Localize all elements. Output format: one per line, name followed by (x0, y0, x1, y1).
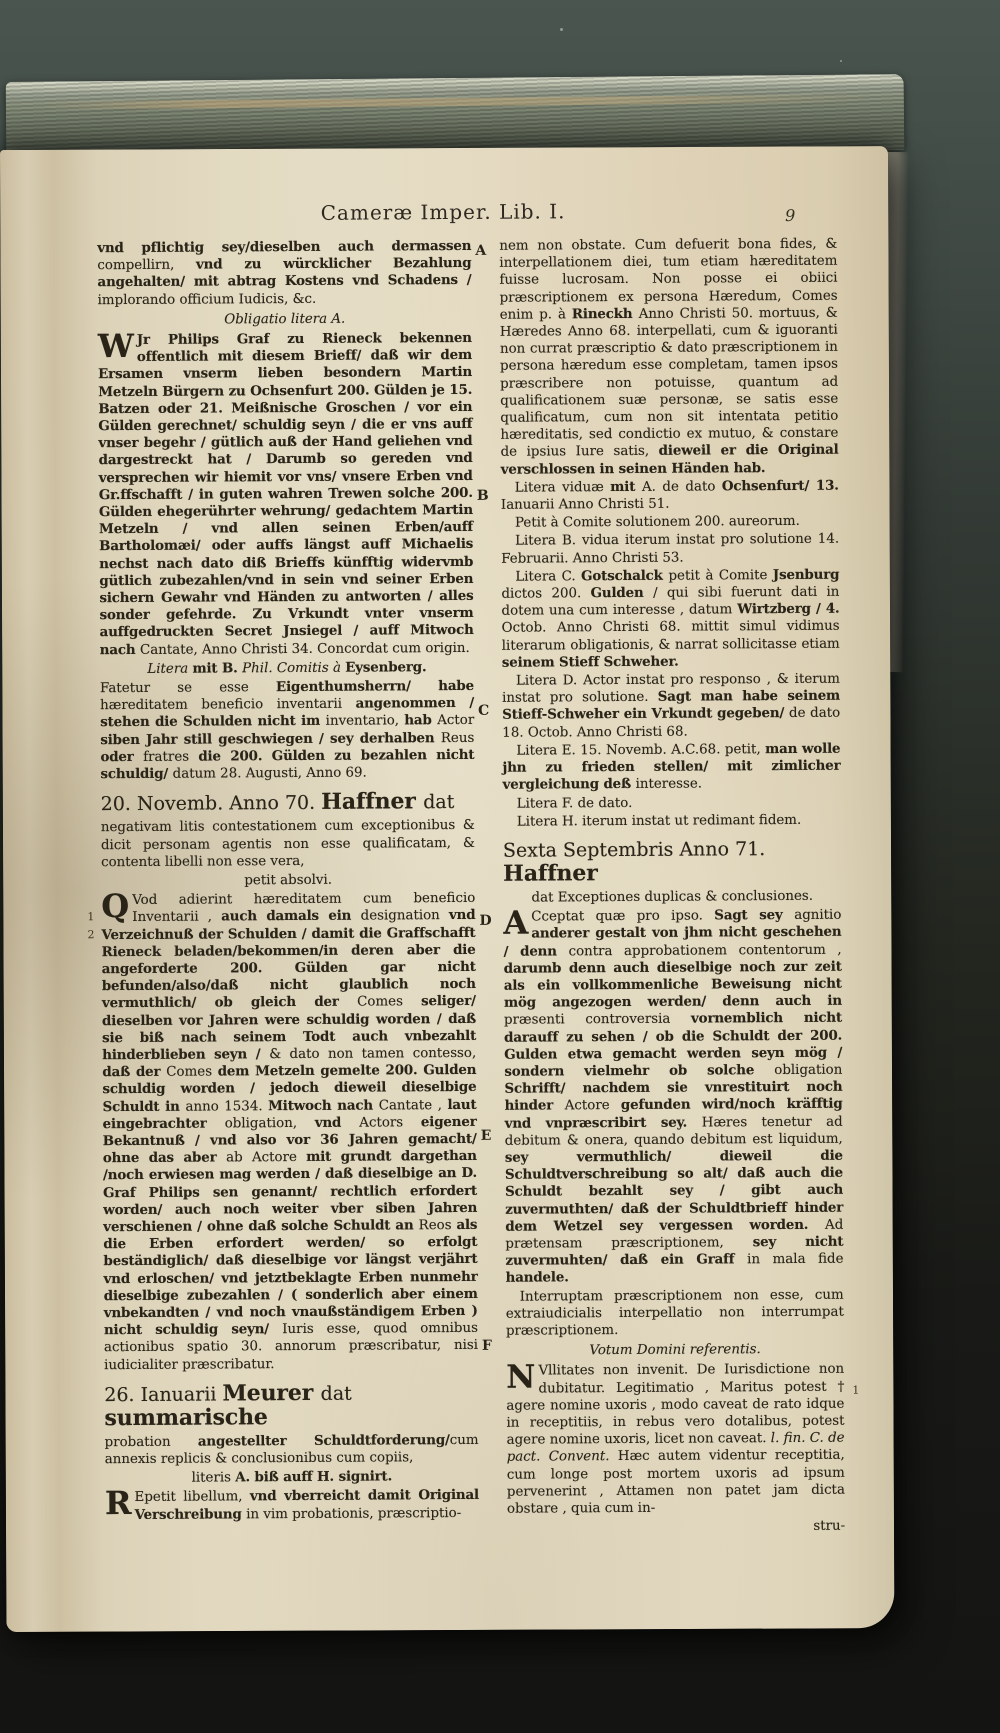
text-run: Actor (437, 713, 475, 729)
gutter-letter: D (479, 912, 492, 929)
drop-cap-initial: N (506, 1357, 536, 1397)
paragraph (503, 888, 841, 907)
text-run: 26. Ianuarii (104, 1383, 223, 1406)
paragraph (506, 1357, 845, 1518)
text-run: Epetit libellum, (134, 1489, 251, 1506)
text-run: / qui sibi fuerunt dati in dotem una cum interesse , datum (501, 584, 840, 619)
text-run: auch damals ein (221, 907, 361, 925)
text-run: vnd (314, 1114, 360, 1131)
text-run: l. fin. C. de pact. Convent. (506, 1430, 845, 1466)
paragraph (101, 817, 475, 871)
text-run: Litera B. vidua iterum instat pro solutione 14. Februarii. Anno Christi 53. (501, 532, 840, 567)
page-edge-streak (42, 94, 868, 109)
paragraph (100, 678, 475, 784)
paragraph (502, 671, 840, 742)
text-run: Litera H. iterum instat ut redimant fidem. (516, 812, 802, 830)
text-run: Rineckh (571, 305, 639, 323)
text-run: summarische (104, 1403, 268, 1431)
text-run: dem Metzeln gemelte 200. Gulden schuldig worden / jedoch dieweil dieselbige Schuldt in (102, 1062, 477, 1115)
drop-cap-initial: R (104, 1484, 132, 1523)
text-run: hab (404, 712, 438, 729)
text-run: implorando officium Iudicis, &c. (97, 291, 317, 308)
paragraph (501, 478, 839, 514)
text-run: Eysenberg. (345, 659, 427, 676)
paragraph (503, 903, 844, 1288)
text-run: literis (191, 1470, 236, 1486)
text-run: Schrifft/ nachdem sie vnrestituirt noch hinder (504, 1078, 843, 1115)
text-run: 20. Novemb. Anno 70. (100, 792, 322, 816)
text-run: vnd Verzeichnuß der Schulden / damit die Graffschafft Rieneck beladen/bekommen/in deren aber die angeforderte 200. Gülden gar nicht befunden/also/daß nicht glaublich noch vermuthlich/ ob gleich der (101, 907, 476, 1012)
text-run: negativam litis contestationem cum exceptionibus & dicit personam agentis non esse qualificatam, & contenta libelli non esse vera, (100, 818, 475, 870)
text-run: gefunden wird/noch kräfftig vnd vnpræscribirt sey. (504, 1095, 843, 1132)
paragraph (105, 1468, 479, 1487)
text-run: dat Exceptiones duplicas & conclusiones. (531, 888, 814, 906)
text-run: angestellter Schuldtforderung/ (197, 1431, 450, 1450)
text-run: & dato non tamen contesso, (269, 1045, 477, 1063)
paragraph (503, 793, 841, 812)
text-run: Votum Domini referentis. (589, 1342, 761, 1359)
text-run: obligation, (224, 1115, 315, 1132)
text-run: Litera F. de dato. (516, 795, 633, 812)
section-heading (503, 838, 841, 887)
text-run: inventario, (325, 713, 405, 730)
text-run: Ochsenfurt/ 13. (721, 477, 839, 495)
text-run: dictos 200. (501, 586, 591, 602)
text-run: Cantate , (378, 1097, 448, 1114)
paragraph (105, 1432, 479, 1469)
running-head: Cameræ Imper. Lib. I. (320, 199, 566, 225)
text-run: Litera E. 15. Novemb. A.C.68. petit, (516, 742, 766, 759)
drop-cap-initial: W (97, 326, 134, 366)
text-run: eigener Bekantnuß / vnd also vor 36 Jahren gemacht/ ohne das aber (102, 1113, 477, 1167)
text-run: interesse. (635, 776, 703, 793)
text-run: Comes (357, 994, 422, 1010)
text-run: A. de dato (641, 479, 722, 495)
text-run: dat (423, 791, 455, 814)
paragraph (502, 741, 840, 795)
section-heading (101, 790, 475, 816)
paragraph (97, 238, 471, 309)
text-run: Vod adierint hæreditatem cum beneficio Inventarii , (132, 890, 476, 926)
text-run: Iuris esse, quod omnibus actionibus spatio 30. annorum præscribatur, nisi iudicialiter præscribatur. (103, 1321, 479, 1373)
text-run: Sexta Septembris Anno 71. (502, 838, 766, 862)
text-run: darumb denn auch dieselbige noch zur zeit als ein vollkommenliche Beweisung nicht mög angezogen werden/ denn auch in (503, 958, 842, 1011)
text-run: sey nicht zuvermuhten/ daß ein Graff (505, 1233, 844, 1269)
paragraph (101, 871, 475, 890)
dust-speck (560, 28, 563, 31)
text-run: A. biß auff H. signirt. (235, 1468, 393, 1486)
text-run: cum annexis replicis & conclusionibus cum copiis, (104, 1432, 479, 1468)
text-run: Hæc autem videntur receptitia, cum longe post mortem uxoris ad ipsum pervenerint , Attamen non patet jam dicta obstare , quia cum in- (506, 1448, 845, 1517)
gutter-letter: C (478, 702, 490, 719)
text-run: in mala fide (747, 1251, 844, 1268)
gutter-letter: B (476, 487, 489, 504)
right-margin-note: 1 (852, 1383, 860, 1397)
text-run: præsenti controversia (503, 1011, 692, 1029)
text-run: vnd zu würcklicher Bezahlung angehalten/ mit abtrag Kostens vnd Schadens / (97, 255, 472, 291)
paragraph (501, 513, 839, 532)
text-run: vornemblich nicht darauff zu sehen / ob die Schuldt der 200. Gulden etwa gemacht werden seyn mög / sondern vielmehr ob solche (504, 1009, 843, 1080)
text-run: Anno Christi 50. mortuus, & Hæredes Anno 68. interpellati, cum & iguoranti non currat præscriptio & dato præscriptionem in persona hæredum esse completam, tamen ipsos præscribere non potuisse, quantum ad qualificationem suæ personæ, se satis esse qualificatum, cum non sit intentata petitio hæreditatis, sed condictio ex mutuo, & constare de ipsius Iure satis, (499, 305, 839, 461)
text-run: Interruptam præscriptionem non esse, cum extraiudicialis interpellatio non interrumpat præscriptionem. (505, 1287, 844, 1339)
text-run: Vllitates non invenit. De Iurisdictione non dubitatur. Legitimatio , Maritus potest † agere nomine uxoris , modo caveat de rato idque in receptitiis, in rebus vero dotalibus, potest agere nomine uxoris, licet non caveat. (506, 1362, 845, 1448)
margin-number: 2 (87, 928, 95, 942)
text-run: petit à Comite (668, 567, 773, 584)
paragraph (503, 811, 841, 830)
text-run: stru- (813, 1518, 846, 1535)
text-run: Eigenthumsherrn/ habe (275, 677, 475, 696)
text-run: anderer gestalt von jhm nicht geschehen / denn (503, 923, 842, 960)
text-run: mit (610, 478, 643, 495)
text-run: Litera viduæ (514, 479, 611, 496)
text-run: Litera (147, 661, 193, 677)
text-run: Wirtzberg / 4. (737, 600, 840, 618)
text-run: Petit à Comite solutionem 200. aureorum. (514, 514, 800, 531)
text-run: vnd pflichtig sey/dieselben auch dermassen (97, 237, 472, 257)
text-run: hæreditatem beneficio inventarii (100, 696, 356, 714)
text-run: Reus (440, 730, 475, 746)
text-run: Reos (418, 1217, 457, 1234)
margin-number: 1 (87, 910, 95, 924)
text-run: seinem Stieff Schweher. (501, 653, 679, 671)
page-number: 9 (785, 205, 796, 225)
text-run: seliger/ dieselben vor Jahren were schuldig worden / daß sie biß nach seinem Todt auch vnbezahlt hinderblieben seyn / (101, 993, 477, 1064)
text-run: de dato 18. Octob. Anno Christi 68. (502, 706, 841, 741)
text-run: die 200. Gülden zu bezahlen nicht schuldig/ (100, 746, 475, 783)
text-run: angenommen / stehen die Schulden nicht im (100, 695, 475, 731)
book-page (0, 146, 894, 1632)
paragraph (499, 236, 838, 479)
paragraph (97, 326, 474, 659)
text-run: Cantate, Anno Christi 34. Concordat cum origin. (139, 640, 470, 658)
gutter-letter: F (481, 1337, 493, 1354)
text-run: mit grundt dargethan /noch erwiesen mag werden / daß dieselbige an D. Graf Philips sen genannt/ rechtlich erfordert worden/ auch noch weiter vber siben Jahren verschienen / ohne daß solche Schuldt an (102, 1148, 478, 1236)
text-run: als die Erben erfordert werden/ so erfolgt beständiglich/ daß dieselbige vor längst verjährt vnd erloschen/ vnd jetztbeklagte Erben nunmehr dieselbige zubezahlen / ( sonderlich aber einem vnbekandten / vnd noch vnaußständigem Erben ) nicht schuldig seyn/ (103, 1216, 478, 1339)
paragraph (506, 1341, 844, 1360)
gutter-letter: A (475, 242, 487, 259)
text-run: siben Jahr still geschwiegen / sey derhalben (100, 729, 441, 748)
text-run: daß der (102, 1063, 167, 1081)
text-run: Jsenburg (772, 566, 840, 583)
text-run: Actore (564, 1098, 621, 1114)
paragraph (101, 887, 479, 1374)
text-run: Haffner (503, 860, 598, 887)
text-run: Jr Philips Graf zu Rieneck bekennen offentlich mit diesem Brieff/ daß wir dem Ersamen vnserm lieben besondern Martin Metzeln Bürgern zu Ochsenfurt 200. Gülden je 15. Batzen oder 21. Meißnische Groschen / vor ein Gülden gerechnet/ schuldig seyn / die er vns auff vnser begehr / gütlich auß der Hand geliehen vnd dargestreckt hat / Darumb so gereden vnd versprechen wir hiemit vor vns/ vnsere Erben vnd Gr.ffschafft / in guten wahren Trewen solche 200. Gülden ehegerührter wehrung/ gedachtem Martin Metzeln / vnd allen seinen Erben/auff Bartholomæi/ oder auffs längst auff Michaelis nechst nach dato diß Brieffs künfftig widervmb gütlich zubezahlen/vnd in sein vnd seiner Erben sichern Gewahr vnd Händen zu antworten / alles sonder gefehrde. Zu Vrkundt vnter vnserm auffgedruckten Secret Jnsiegel / auff Mitwoch nach (98, 329, 474, 658)
paragraph (507, 1518, 845, 1537)
text-run: anno 1534. (185, 1098, 269, 1115)
drop-cap-initial: Q (101, 887, 130, 926)
text-run: ab Actore (226, 1150, 307, 1166)
dust-speck (840, 60, 842, 62)
text-run: oder (100, 748, 144, 766)
text-run: Haffner (321, 788, 424, 816)
text-run: probation (104, 1434, 198, 1450)
text-run: Sagt man habe seinem Stieff-Schweher ein Vrkundt gegeben/ (502, 687, 841, 724)
text-run: vnd vberreicht damit Original Verschreibung (134, 1487, 479, 1523)
text-run: Actors (359, 1114, 421, 1131)
text-run: fratres (143, 749, 199, 765)
left-column (97, 238, 479, 1525)
text-run: in vim probationis, præscriptio- (246, 1505, 462, 1522)
text-run: agnitio (794, 907, 842, 924)
text-run: Sagt sey (714, 907, 795, 924)
paragraph (104, 1484, 479, 1524)
text-run: Ad prætensam præscriptionem, (505, 1217, 844, 1252)
text-run: laut eingebrachter (102, 1096, 477, 1132)
gutter-letter: E (480, 1127, 492, 1144)
text-run: designation (360, 908, 450, 924)
text-run: Gulden (590, 584, 654, 602)
text-run: mit B. (192, 660, 243, 677)
text-run: dat (320, 1382, 352, 1405)
text-run: contra approbationem contentorum , (568, 942, 842, 959)
text-run: dieweil er die Original verschlossen in seinen Händen hab. (500, 442, 839, 478)
drop-cap-initial: A (503, 903, 529, 942)
text-run: Litera C. (515, 569, 582, 585)
text-run: datum 28. Augusti, Anno 69. (172, 765, 367, 782)
right-column (499, 236, 845, 1538)
text-run: Litera D. Actor instat pro responso , & iterum instat pro solutione. (502, 671, 841, 706)
text-run: man wolle jhn zu frieden stellen/ mit zimlicher vergleichung deß (502, 740, 841, 794)
paragraph (501, 531, 839, 567)
text-run: Ianuarii Anno Christi 51. (500, 496, 670, 513)
text-run: nem non obstate. Cum defuerit bona fides, & interpellationem diei, tum etiam hæreditatem fuisse lucrosam. Non posse ei obiici præscriptionem ex persona Hæredum, Comes enim p. à (499, 236, 838, 323)
paragraph (98, 310, 472, 329)
text-run: Cceptat quæ pro ipso. (531, 908, 715, 925)
text-run: Octob. Anno Christi 68. mittit simul vidimus literarum obligationis, & narrat sollicitasse etiam (501, 619, 840, 654)
text-run: Obligatio litera A. (224, 311, 346, 328)
text-run: sey vermuthlich/ dieweil die Schuldtverschreibung so alt/ daß auch die Schuldt bezahlt sey / gibt auch zuvermuthten/ daß der Schuldtbrieff hinder dem Wetzel sey vergessen worden. (504, 1147, 844, 1235)
text-run: petit absolvi. (244, 872, 333, 889)
text-run: Fatetur se esse (99, 680, 277, 697)
paragraph (501, 567, 840, 672)
text-run: handele. (505, 1269, 569, 1287)
text-run: compellirn, (97, 257, 197, 274)
text-run: obligation (774, 1062, 843, 1078)
page-content (0, 145, 896, 1632)
text-run: Hæres tenetur ad debitum & onera, quando debitum est liquidum, (504, 1114, 843, 1149)
section-heading (104, 1381, 478, 1431)
text-run: Mitwoch nach (268, 1097, 379, 1114)
text-run: Comes (166, 1064, 218, 1080)
text-run: Meurer (222, 1379, 321, 1407)
text-run: Phil. Comitis à (242, 660, 346, 677)
paragraph (506, 1286, 844, 1340)
text-run: Gotschalck (581, 567, 669, 585)
paragraph (100, 659, 474, 678)
